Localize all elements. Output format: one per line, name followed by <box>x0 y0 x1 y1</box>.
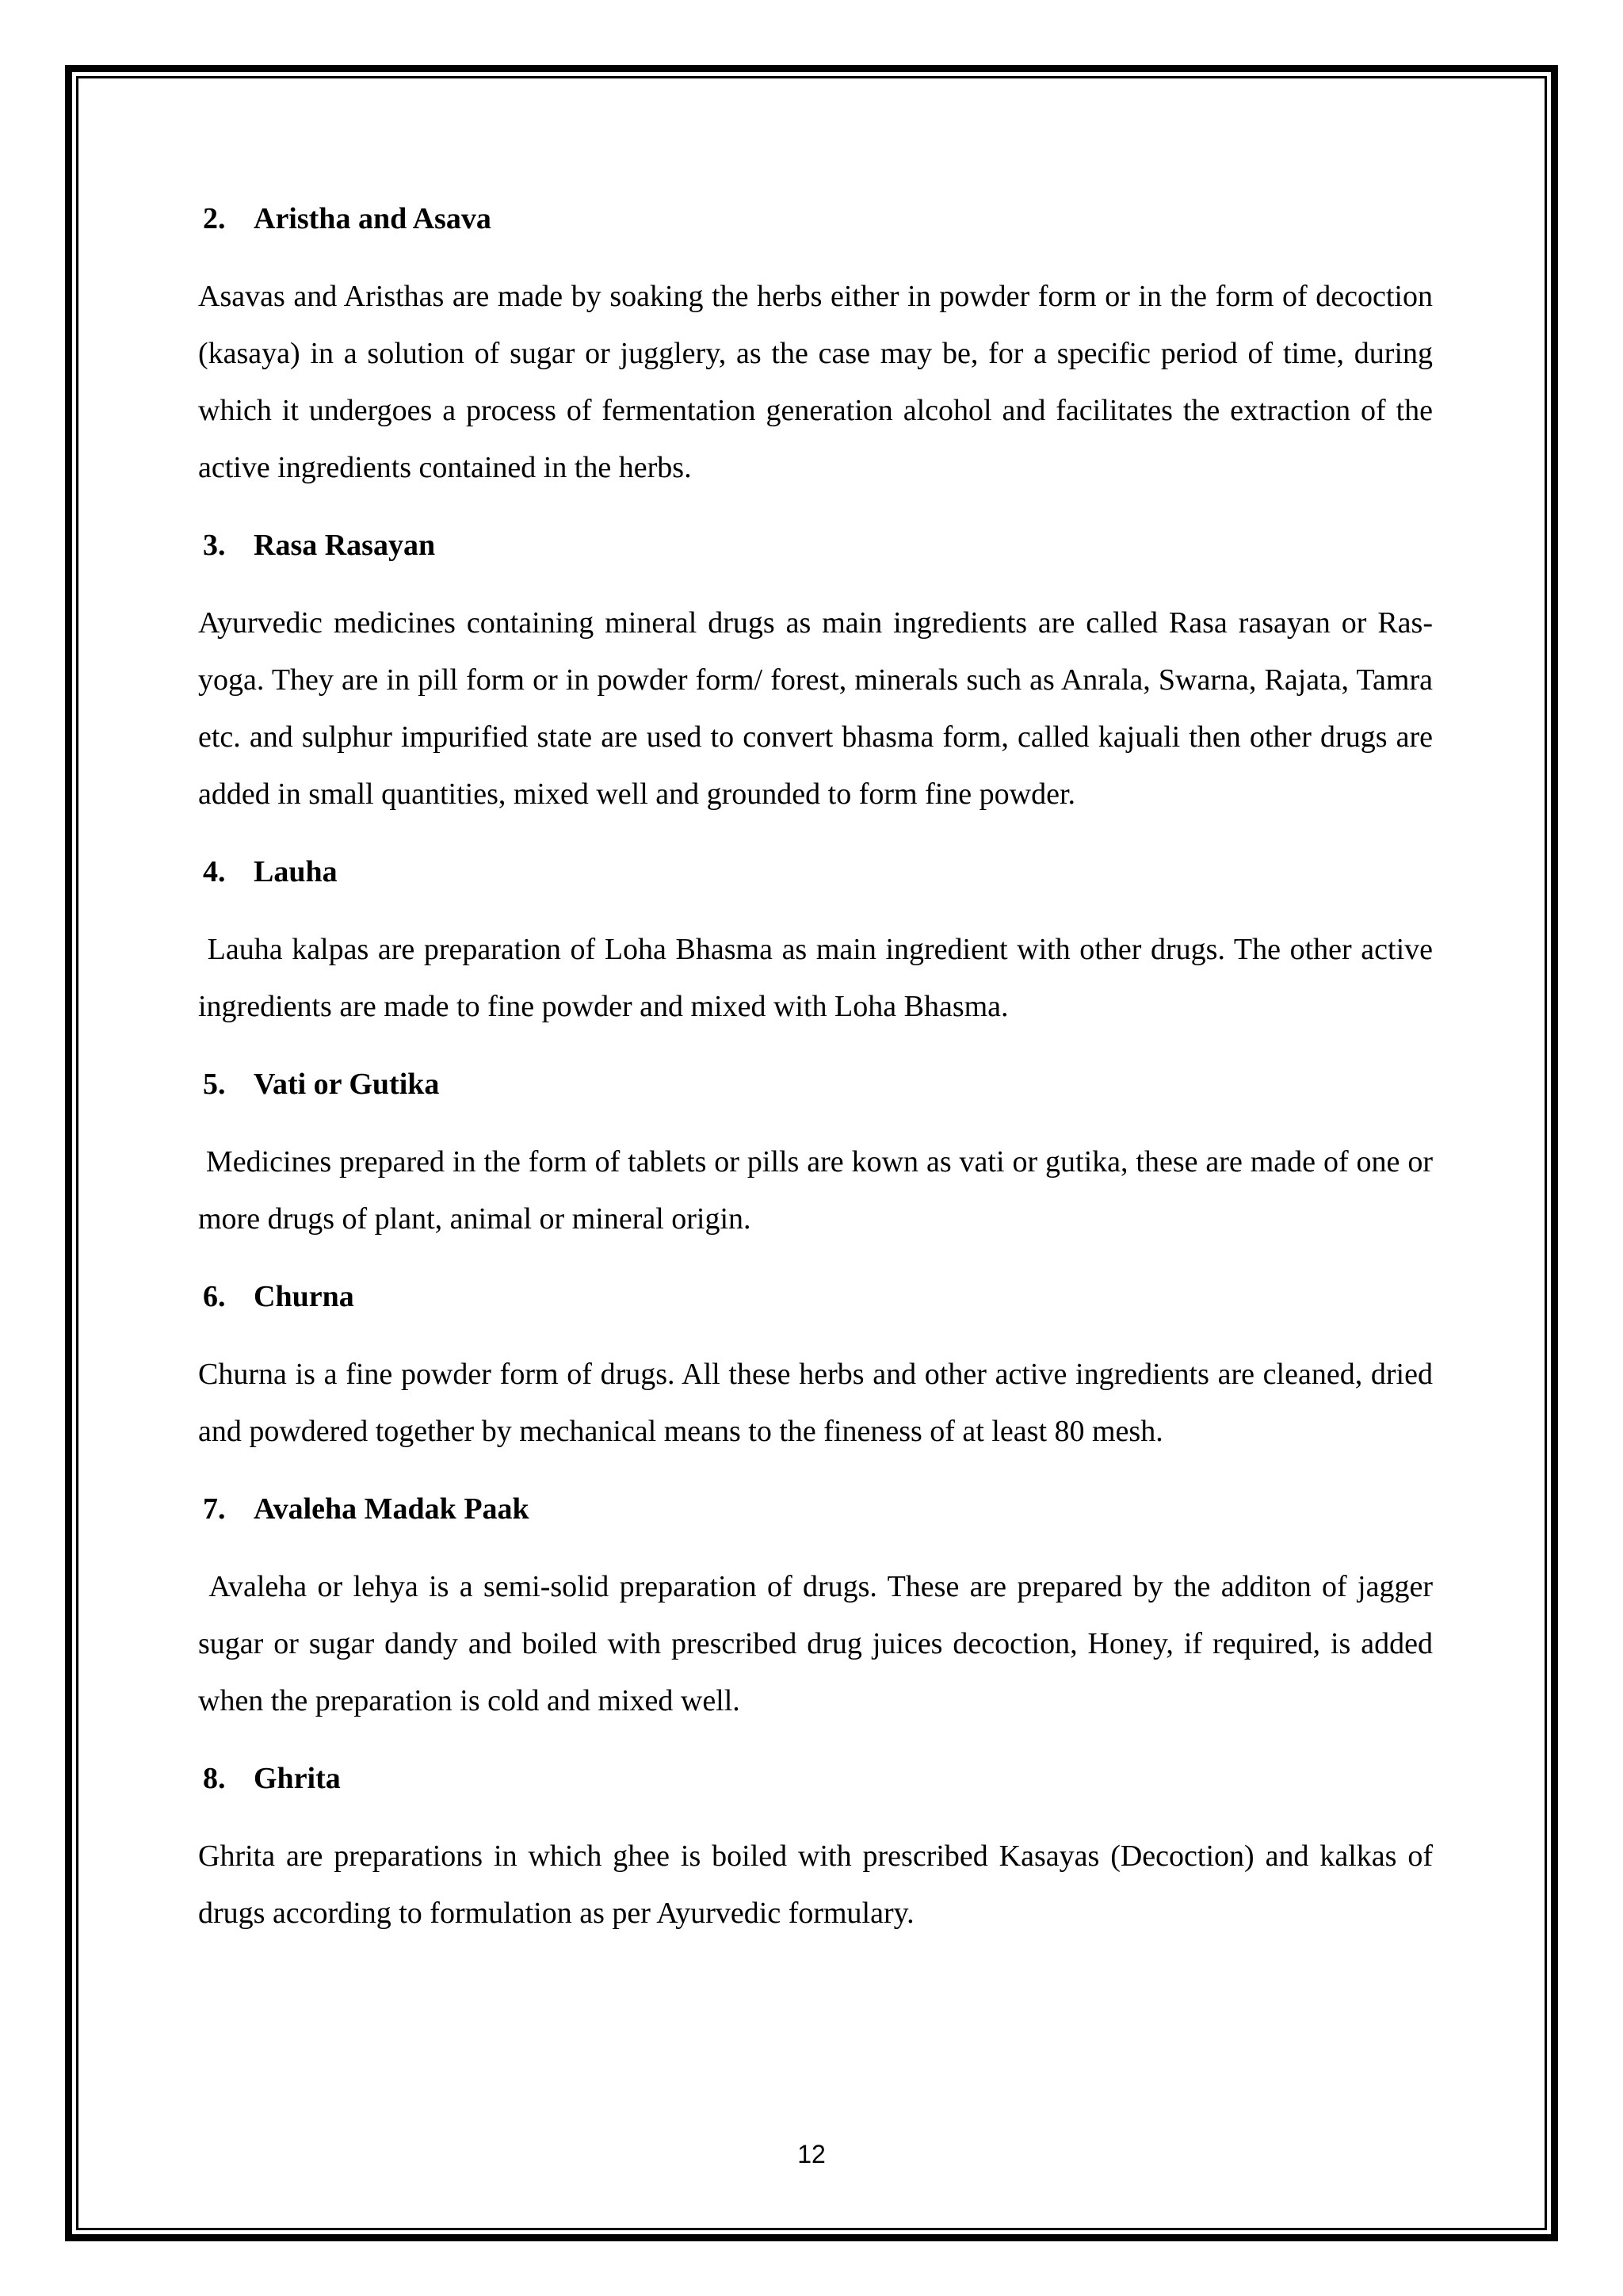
section-heading-aristha-asava <box>203 190 1433 247</box>
section-title: Churna <box>254 1280 354 1313</box>
section-paragraph-aristha-asava: Asavas and Aristhas are made by soaking the herbs either in powder form or in the form of decoction (kasaya) in a solution of sugar or jugglery, as the case may be, for a specific period of time, during which it undergoes a process of fermentation generation alcohol and facilitates the extraction of the active ingredients contained in the herbs. <box>198 280 1433 484</box>
section-title: Ghrita <box>254 1762 341 1795</box>
section-title: Aristha and Asava <box>254 202 491 235</box>
section-paragraph-churna: Churna is a fine powder form of drugs. All these herbs and other active ingredients are cleaned, dried and powdered together by mechanical means to the fineness of at least 80 mesh. <box>198 1358 1433 1448</box>
section-heading-vati-gutika <box>203 1056 1433 1113</box>
section-heading-lauha <box>203 843 1433 900</box>
document-body <box>198 190 1433 1962</box>
section-paragraph-vati-gutika: Medicines prepared in the form of tablets or pills are kown as vati or gutika, these are made of one or more drugs of plant, animal or mineral origin. <box>198 1145 1433 1236</box>
section-number: 3. <box>203 529 226 562</box>
section-number: 4. <box>203 855 226 888</box>
section-paragraph-ghrita: Ghrita are preparations in which ghee is boiled with prescribed Kasayas (Decoction) and kalkas of drugs according to formulation as per Ayurvedic formulary. <box>198 1839 1433 1930</box>
section-heading-ghrita <box>203 1750 1433 1807</box>
section-heading-churna <box>203 1268 1433 1325</box>
section-title: Avaleha Madak Paak <box>254 1492 529 1526</box>
section-heading-avaleha <box>203 1480 1433 1538</box>
section-number: 6. <box>203 1280 226 1313</box>
section-title: Vati or Gutika <box>254 1068 440 1101</box>
section-title: Lauha <box>254 855 338 888</box>
page-number: 12 <box>797 2140 826 2168</box>
section-title: Rasa Rasayan <box>254 529 436 562</box>
section-paragraph-rasa-rasayan: Ayurvedic medicines containing mineral drugs as main ingredients are called Rasa rasayan or Ras-yoga. They are in pill form or in powder form/ forest, minerals such as Anrala, Swarna, Rajata, Tamra etc. and sulphur impurified state are used to convert bhasma form, called kajuali then other drugs are added in small quantities, mixed well and grounded to form fine powder. <box>198 606 1433 811</box>
section-number: 5. <box>203 1068 226 1101</box>
section-paragraph-lauha: Lauha kalpas are preparation of Loha Bhasma as main ingredient with other drugs. The other active ingredients are made to fine powder and mixed with Loha Bhasma. <box>198 933 1433 1023</box>
section-heading-rasa-rasayan <box>203 517 1433 574</box>
section-paragraph-avaleha: Avaleha or lehya is a semi-solid preparation of drugs. These are prepared by the additon of jagger sugar or sugar dandy and boiled with prescribed drug juices decoction, Honey, if required, is added when the preparation is cold and mixed well. <box>198 1570 1433 1717</box>
section-number: 7. <box>203 1492 226 1526</box>
section-number: 8. <box>203 1762 226 1795</box>
section-number: 2. <box>203 202 226 235</box>
